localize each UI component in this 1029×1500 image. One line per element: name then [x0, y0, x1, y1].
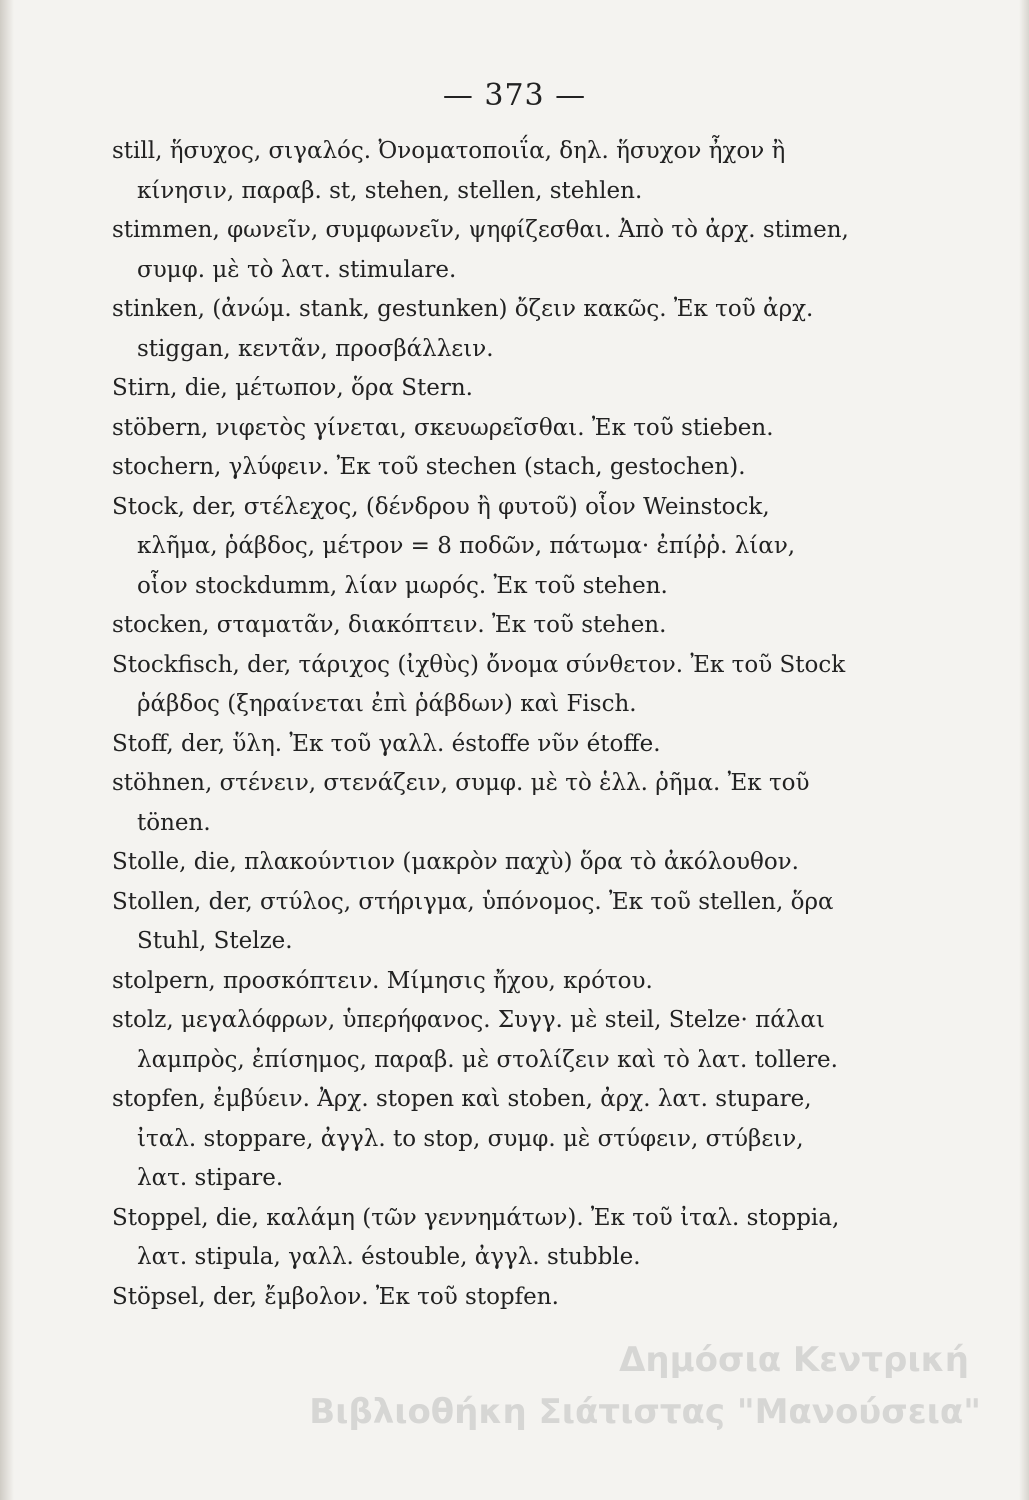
entry-stoppel: Stoppel, die, καλάμη (τῶν γεννημάτων). Ἐκ τοῦ ἰταλ. stoppia, λατ. stipula, γαλλ. éstouble, ἀγγλ. stubble. — [112, 1204, 840, 1270]
library-watermark-line1: Δημόσια Κεντρική — [619, 1340, 969, 1380]
dictionary-entries — [112, 132, 852, 1317]
entry-stochern: stochern, γλύφειν. Ἐκ τοῦ stechen (stach, gestochen). — [112, 454, 746, 480]
entry-stollen: Stollen, der, στύλος, στήριγμα, ὑπόνομος. Ἐκ τοῦ stellen, ὅρα Stuhl, Stelze. — [112, 888, 834, 954]
page-edge-right — [1019, 0, 1029, 1500]
entry-stinken: stinken, (ἀνώμ. stank, gestunken) ὄζειν κακῶς. Ἐκ τοῦ ἀρχ. stiggan, κεντᾶν, προσβάλλειν. — [112, 296, 814, 362]
entry-stock: Stock, der, στέλεχος, (δένδρου ἢ φυτοῦ) οἷον Weinstock, κλῆμα, ῥάβδος, μέτρον = 8 ποδῶν, πάτωμα· ἐπίῤῥ. λίαν, οἷον stockdumm, λίαν μωρός. Ἐκ τοῦ stehen. — [112, 493, 796, 599]
entry-still: still, ἥσυχος, σιγαλός. Ὀνοματοποιΐα, δηλ. ἥσυχον ἦχον ἢ κίνησιν, παραβ. st, stehen, stellen, stehlen. — [112, 138, 786, 204]
entry-stolle: Stolle, die, πλακούντιον (μακρὸν παχὺ) ὅρα τὸ ἀκόλουθον. — [112, 849, 799, 875]
entry-stimmen: stimmen, φωνεῖν, συμφωνεῖν, ψηφίζεσθαι. Ἀπὸ τὸ ἀρχ. stimen, συμφ. μὲ τὸ λατ. stimulare. — [112, 217, 849, 283]
entry-stopfen: stopfen, ἐμβύειν. Ἀρχ. stopen καὶ stoben, ἀρχ. λατ. stupare, ἰταλ. stoppare, ἀγγλ. to stop, συμφ. μὲ στύφειν, στύβειν, λατ. stipare. — [112, 1086, 812, 1191]
entry-stohnen: stöhnen, στένειν, στενάζειν, συμφ. μὲ τὸ ἑλλ. ῥῆμα. Ἐκ τοῦ tönen. — [112, 770, 810, 836]
page-number: — 373 — — [442, 78, 587, 113]
entry-stopsel: Stöpsel, der, ἔμβολον. Ἐκ τοῦ stopfen. — [112, 1283, 559, 1310]
library-watermark-line2: Βιβλιοθήκη Σιάτιστας "Μανούσεια" — [309, 1392, 981, 1432]
entry-stockfisch: Stockfisch, der, τάριχος (ἰχθὺς) ὄνομα σύνθετον. Ἐκ τοῦ Stock ῥάβδος (ξηραίνεται ἐπὶ ῥάβδων) καὶ Fisch. — [112, 651, 846, 717]
entry-stolz: stolz, μεγαλόφρων, ὑπερήφανος. Συγγ. μὲ steil, Stelze· πάλαι λαμπρὸς, ἐπίσημος, παραβ. μὲ στολίζειν καὶ τὸ λατ. tollere. — [112, 1007, 838, 1073]
entry-stoff: Stoff, der, ὕλη. Ἐκ τοῦ γαλλ. éstoffe νῦν étoffe. — [112, 730, 661, 757]
entry-stocken: stocken, σταματᾶν, διακόπτειν. Ἐκ τοῦ stehen. — [112, 612, 667, 638]
page-edge-left — [0, 0, 14, 1500]
entry-stirn: Stirn, die, μέτωπον, ὅρα Stern. — [112, 375, 473, 401]
entry-stolpern: stolpern, προσκόπτειν. Μίμησις ἤχου, κρότου. — [112, 967, 653, 994]
entry-stobern: stöbern, νιφετὸς γίνεται, σκευωρεῖσθαι. Ἐκ τοῦ stieben. — [112, 414, 774, 441]
